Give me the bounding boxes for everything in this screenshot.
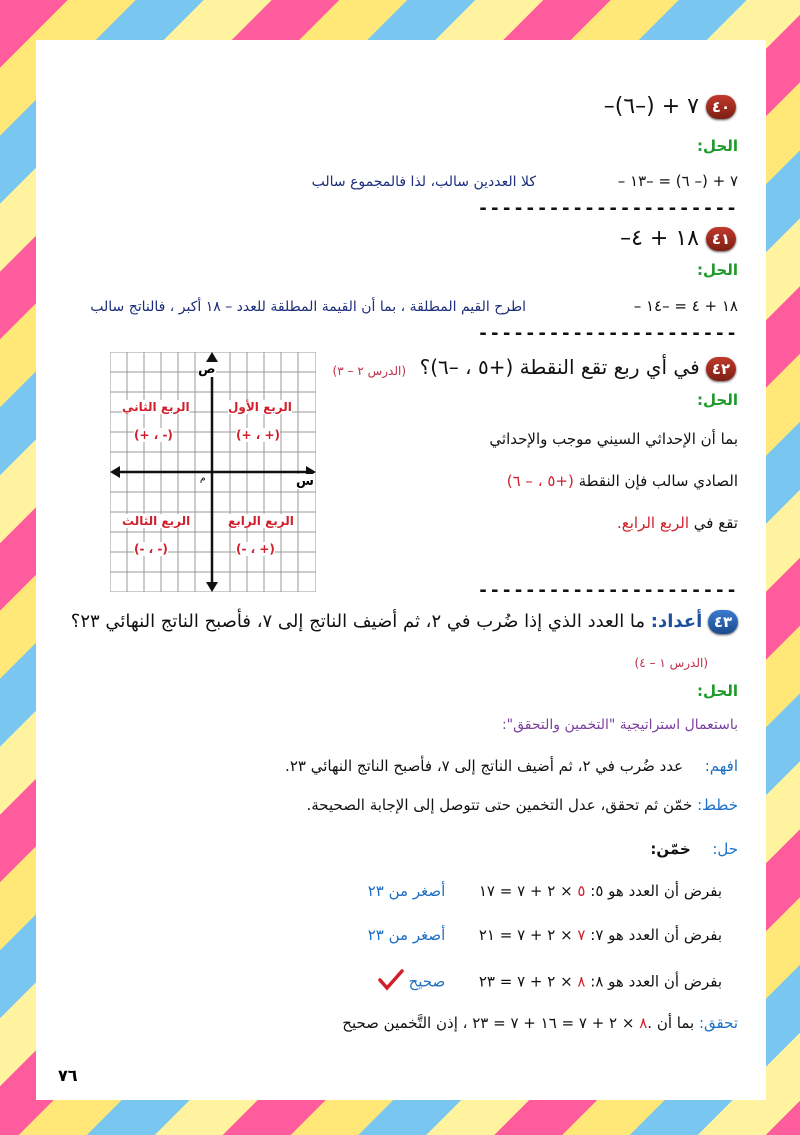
coordinate-grid bbox=[110, 352, 316, 592]
q42-answer: الربع الرابع. bbox=[616, 514, 690, 532]
understand-label: افهم: bbox=[704, 757, 738, 775]
q41-reason: اطرح القيم المطلقة ، بما أن القيمة المطلقة للعدد – ١٨ أكبر ، فالناتج سالب bbox=[90, 299, 526, 315]
q42-solution-label: الحل: bbox=[697, 391, 738, 409]
guess-3-factor: ٨ bbox=[577, 972, 586, 991]
guess-2-verdict: أصغر من ٢٣ bbox=[367, 926, 446, 944]
q41-heading bbox=[620, 226, 736, 251]
q40-expression: –٧ + (–٦) bbox=[603, 94, 699, 119]
q42-explanation-line1: بما أن الإحداثي السيني موجب والإحداثي bbox=[489, 430, 738, 448]
page bbox=[36, 40, 766, 1100]
guess-1-rest: × ٢ + ٧ = ١٧ bbox=[478, 882, 578, 900]
guess-1-expr bbox=[479, 882, 586, 900]
guess-3-rest: × ٢ + ٧ = ٢٣ bbox=[478, 972, 578, 991]
q43-lesson-ref: (الدرس ١ – ٤) bbox=[634, 656, 708, 670]
quadrant-1-sign: (+ ، +) bbox=[236, 428, 280, 442]
divider-3: ---------------------- bbox=[477, 580, 738, 601]
q41-number-badge: ٤١ bbox=[706, 227, 736, 251]
q43-strategy: باستعمال استراتيجية "التخمين والتحقق": bbox=[501, 717, 738, 733]
guess-1-prefix: بفرض أن العدد هو ٥: bbox=[590, 882, 722, 900]
guess-3-verdict: صحيح bbox=[408, 972, 446, 991]
check-row bbox=[342, 1014, 738, 1032]
q40-solution-label: الحل: bbox=[697, 137, 738, 155]
q41-expression: –١٨ + ٤ bbox=[620, 226, 699, 251]
q42-line2-text: الصادي سالب فإن النقطة bbox=[573, 472, 738, 490]
q40-reason: كلا العددين سالب، لذا فالمجموع سالب bbox=[311, 174, 536, 190]
q42-number-badge: ٤٢ bbox=[706, 357, 736, 381]
guess-row-2 bbox=[368, 926, 722, 944]
q43-solution-label: الحل: bbox=[697, 682, 738, 700]
quadrant-4-name: الربع الرابع bbox=[228, 514, 294, 528]
page-number: ٧٦ bbox=[58, 1066, 78, 1085]
quadrant-3-sign: (- ، -) bbox=[134, 542, 168, 556]
understand-text: عدد ضُرب في ٢، ثم أضيف الناتج إلى ٧، فأصبح الناتج النهائي ٢٣. bbox=[285, 757, 684, 775]
solve-row bbox=[650, 840, 738, 858]
divider-1: ---------------------- bbox=[477, 198, 738, 219]
guess-label: خمّن: bbox=[650, 840, 691, 858]
q40-number-badge: ٤٠ bbox=[706, 95, 736, 119]
guess-1-factor: ٥ bbox=[577, 882, 586, 900]
quadrant-4-sign: (- ، +) bbox=[236, 542, 275, 556]
plan-text: خمّن ثم تحقق، عدل التخمين حتى تتوصل إلى الإجابة الصحيحة. bbox=[306, 796, 693, 814]
plan-label: خطط: bbox=[697, 796, 738, 814]
divider-2: ---------------------- bbox=[477, 323, 738, 344]
guess-row-3 bbox=[378, 969, 722, 995]
q40-calc: – ٧ + (– ٦) = –١٣ bbox=[617, 172, 738, 190]
quadrant-1-name: الربع الأول bbox=[228, 400, 292, 414]
quadrant-2-sign: (+ ، -) bbox=[134, 428, 173, 442]
guess-1-verdict: أصغر من ٢٣ bbox=[367, 882, 446, 900]
q41-calc: – ١٨ + ٤ = –١٤ bbox=[633, 297, 738, 315]
guess-2-prefix: بفرض أن العدد هو ٧: bbox=[590, 926, 722, 944]
check-expr bbox=[342, 1014, 652, 1032]
guess-2-factor: ٧ bbox=[577, 926, 586, 944]
origin-label: م bbox=[200, 474, 206, 484]
guess-3-prefix: بفرض أن العدد هو ٨: bbox=[590, 972, 722, 991]
q43-number-badge: ٤٣ bbox=[708, 610, 738, 634]
solve-label: حل: bbox=[712, 840, 738, 858]
check-factor: ٨ bbox=[639, 1014, 648, 1032]
check-label: تحقق: bbox=[698, 1014, 738, 1032]
check-text-a: بما أن bbox=[652, 1014, 695, 1032]
quadrant-3-name: الربع الثالث bbox=[122, 514, 191, 528]
q43-title: أعداد: bbox=[650, 611, 703, 632]
q42-explanation-line2 bbox=[507, 472, 738, 490]
y-axis-label: ص bbox=[198, 362, 216, 377]
q42-explanation-line3 bbox=[617, 514, 738, 532]
grid-svg bbox=[110, 352, 316, 592]
q40-heading bbox=[604, 94, 736, 119]
q43-heading bbox=[71, 610, 738, 634]
q41-solution-label: الحل: bbox=[697, 261, 738, 279]
guess-2-expr bbox=[479, 926, 586, 944]
x-axis-label: س bbox=[296, 474, 314, 489]
q42-point: (+٥ ، – ٦) bbox=[506, 472, 574, 490]
guess-2-rest: × ٢ + ٧ = ٢١ bbox=[478, 926, 578, 944]
checkmark-icon bbox=[378, 969, 404, 995]
plan-row bbox=[307, 796, 739, 814]
guess-row-1 bbox=[368, 882, 722, 900]
q43-question: ما العدد الذي إذا ضُرب في ٢، ثم أضيف الناتج إلى ٧، فأصبح الناتج النهائي ٢٣؟ bbox=[70, 611, 646, 632]
quadrant-2-name: الربع الثاني bbox=[122, 400, 190, 414]
q42-lesson-ref: (الدرس ٢ – ٣) bbox=[332, 364, 406, 378]
guess-3-expr bbox=[479, 973, 586, 991]
q42-question: في أي ربع تقع النقطة (+٥ ، –٦)؟ bbox=[419, 355, 700, 379]
q42-line3-text: تقع في bbox=[689, 514, 738, 532]
understand-row bbox=[285, 757, 738, 775]
q42-heading bbox=[420, 355, 736, 381]
check-text-b: × ٢ + ٧ = ١٦ + ٧ = ٢٣ ، إذن التَّخمين صحيح. bbox=[342, 1014, 653, 1032]
